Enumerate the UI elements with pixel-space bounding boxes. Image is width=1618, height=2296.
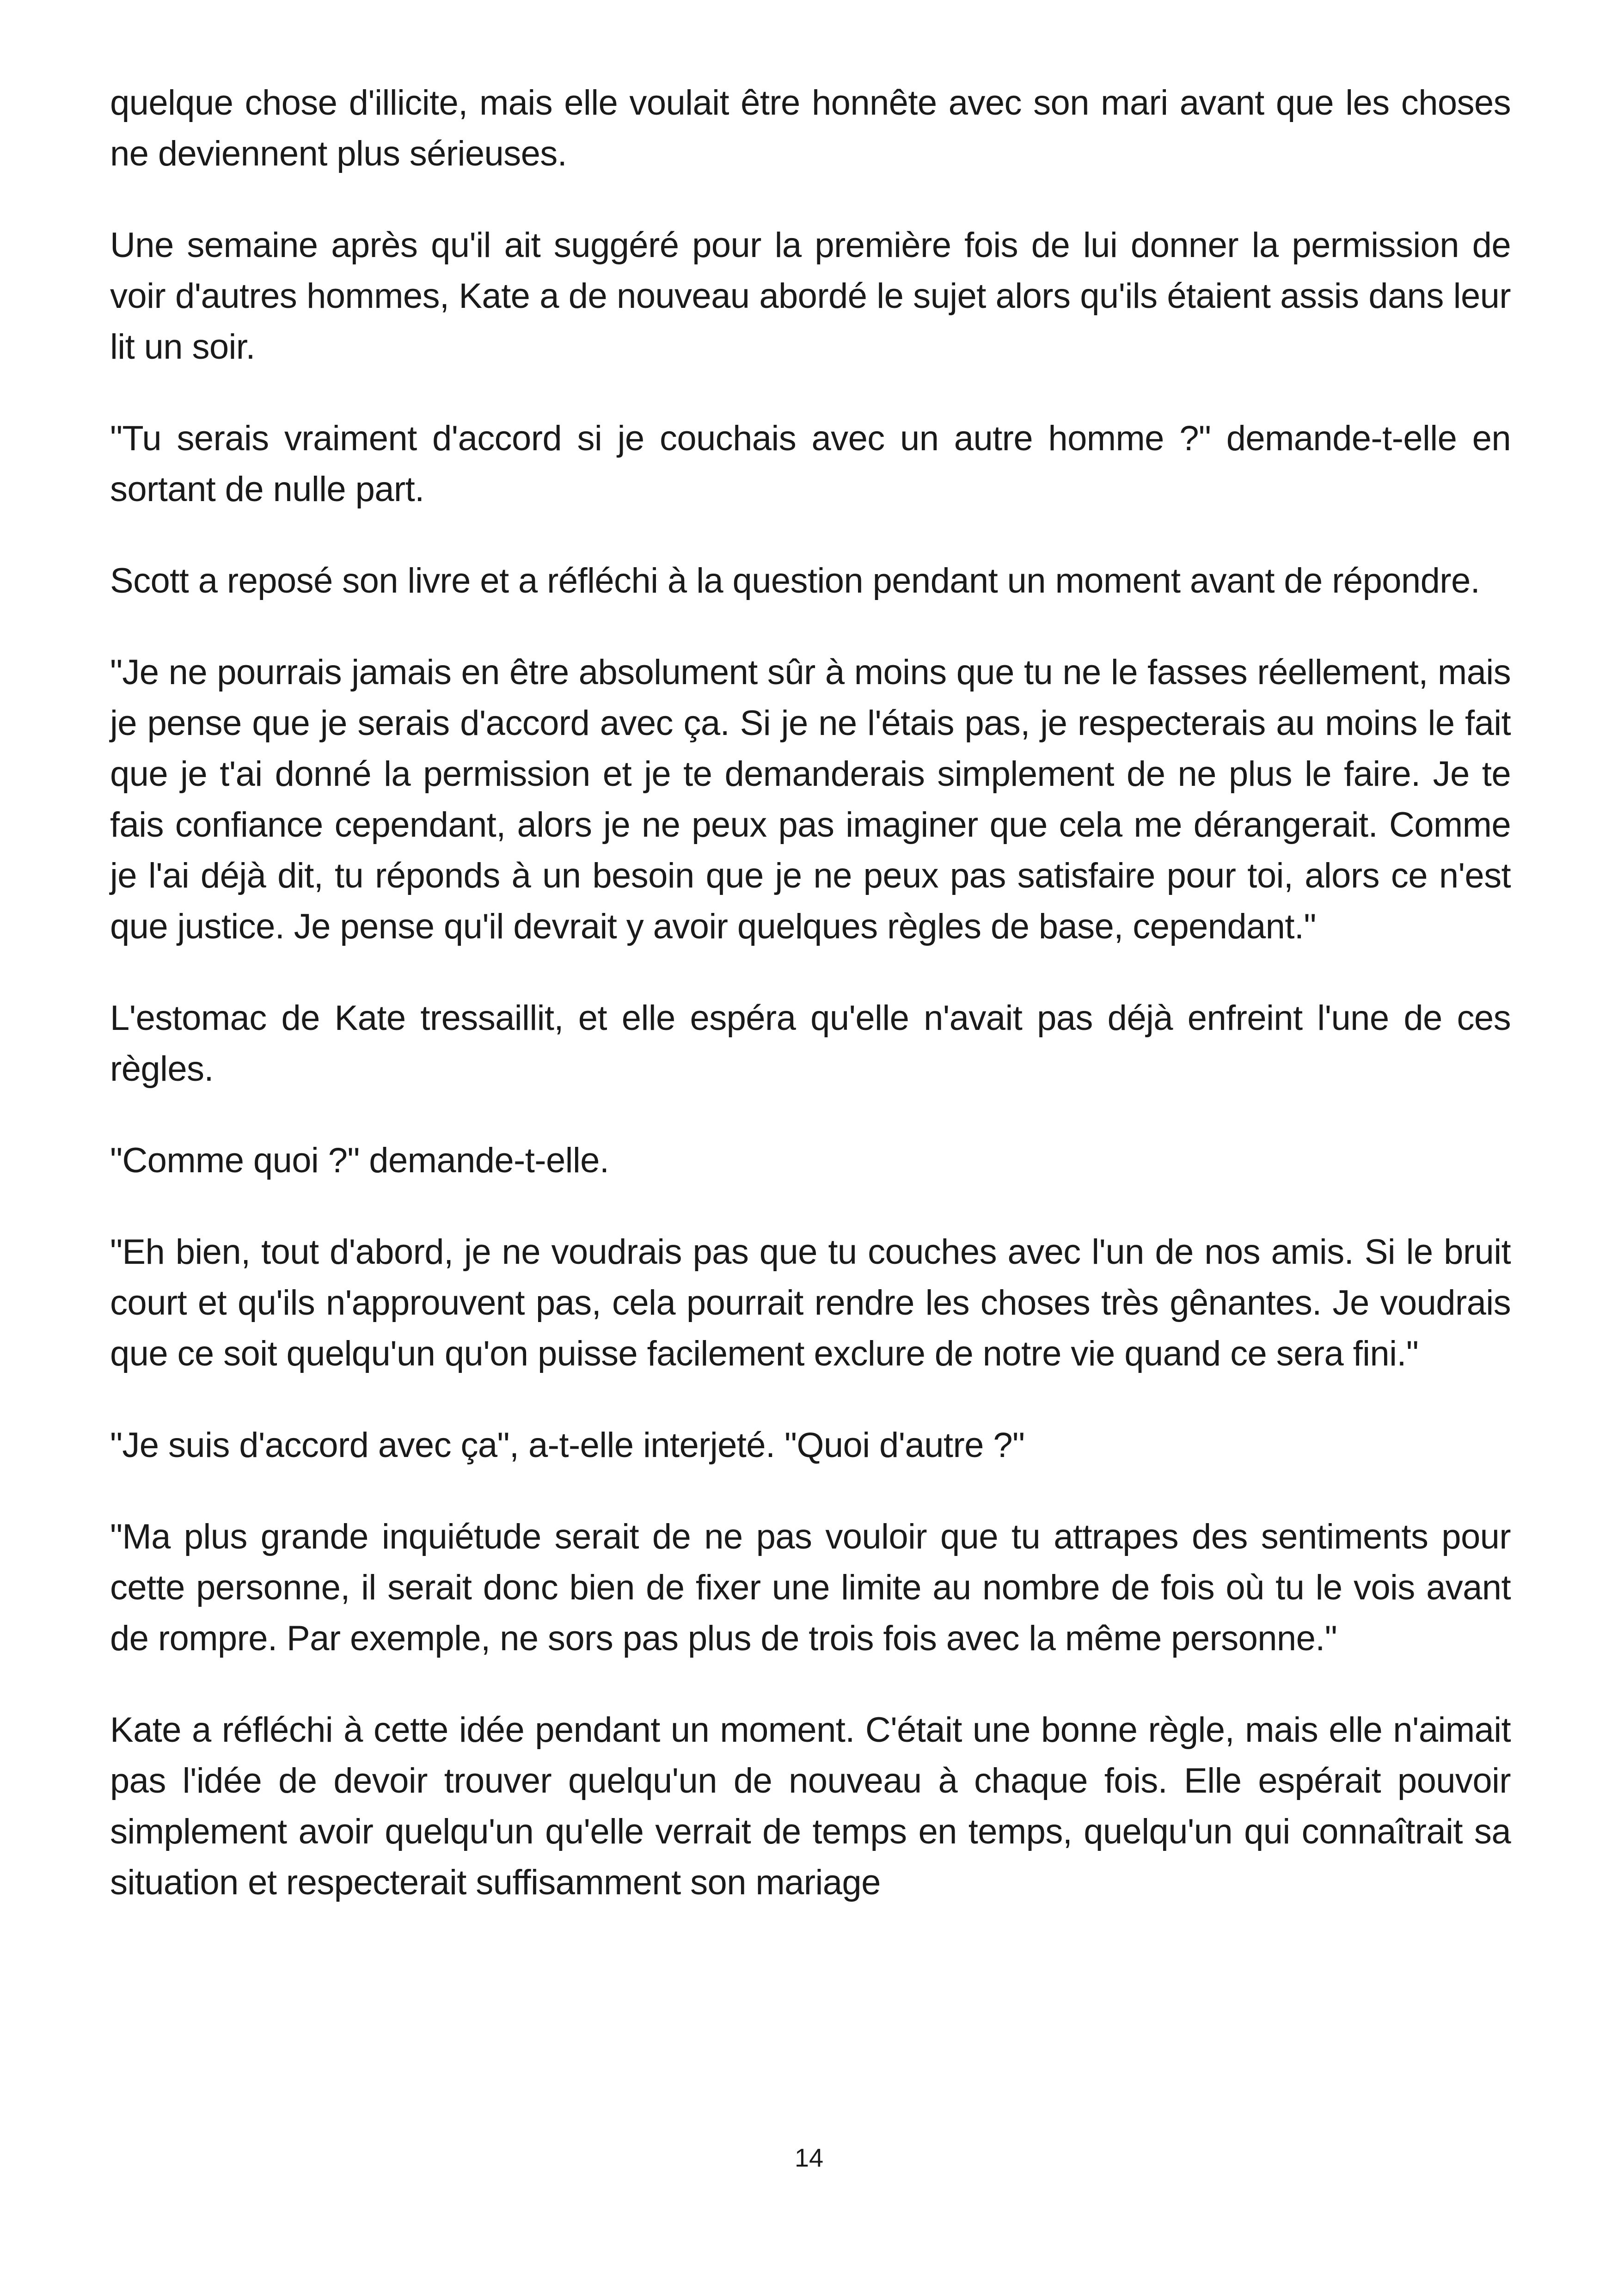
page-number: 14: [794, 2143, 824, 2172]
paragraph: "Je suis d'accord avec ça", a-t-elle interjeté. "Quoi d'autre ?": [110, 1426, 1025, 1465]
paragraph: Scott a reposé son livre et a réfléchi à la question pendant un moment avant de répondre.: [110, 561, 1480, 600]
paragraph: "Tu serais vraiment d'accord si je couchais avec un autre homme ?" demande-t-elle en sortant de nulle part.: [110, 419, 1511, 509]
paragraph: "Je ne pourrais jamais en être absolument sûr à moins que tu ne le fasses réellement, mais je pense que je serais d'accord avec ça. Si je ne l'étais pas, je respecterais au moins le fait que je t'ai donné la permission et je te demanderais simplement de ne plus le faire. Je te fais confiance cependant, alors je ne peux pas imaginer que cela me dérangerait. Comme je l'ai déjà dit, tu réponds à un besoin que je ne peux pas satisfaire pour toi, alors ce n'est que justice. Je pense qu'il devrait y avoir quelques règles de base, cependant.": [110, 653, 1511, 946]
paragraph: L'estomac de Kate tressaillit, et elle espéra qu'elle n'avait pas déjà enfreint l'une de ces règles.: [110, 998, 1511, 1089]
body-text: [110, 78, 1511, 1908]
paragraph: Une semaine après qu'il ait suggéré pour la première fois de lui donner la permission de voir d'autres hommes, Kate a de nouveau abordé le sujet alors qu'ils étaient assis dans leur lit un soir.: [110, 226, 1511, 367]
paragraph: "Comme quoi ?" demande-t-elle.: [110, 1141, 609, 1180]
paragraph: quelque chose d'illicite, mais elle voulait être honnête avec son mari avant que les choses ne deviennent plus sérieuses.: [110, 83, 1511, 173]
paragraph: "Eh bien, tout d'abord, je ne voudrais pas que tu couches avec l'un de nos amis. Si le bruit court et qu'ils n'approuvent pas, cela pourrait rendre les choses très gênantes. Je voudrais que ce soit quelqu'un qu'on puisse facilement exclure de notre vie quand ce sera fini.": [110, 1232, 1511, 1373]
paragraph: Kate a réfléchi à cette idée pendant un moment. C'était une bonne règle, mais elle n'aimait pas l'idée de devoir trouver quelqu'un de nouveau à chaque fois. Elle espérait pouvoir simplement avoir quelqu'un qu'elle verrait de temps en temps, quelqu'un qui connaîtrait sa situation et respecterait suffisamment son mariage: [110, 1710, 1511, 1902]
paragraph: "Ma plus grande inquiétude serait de ne pas vouloir que tu attrapes des sentiments pour cette personne, il serait donc bien de fixer une limite au nombre de fois où tu le vois avant de rompre. Par exemple, ne sors pas plus de trois fois avec la même personne.": [110, 1517, 1511, 1658]
